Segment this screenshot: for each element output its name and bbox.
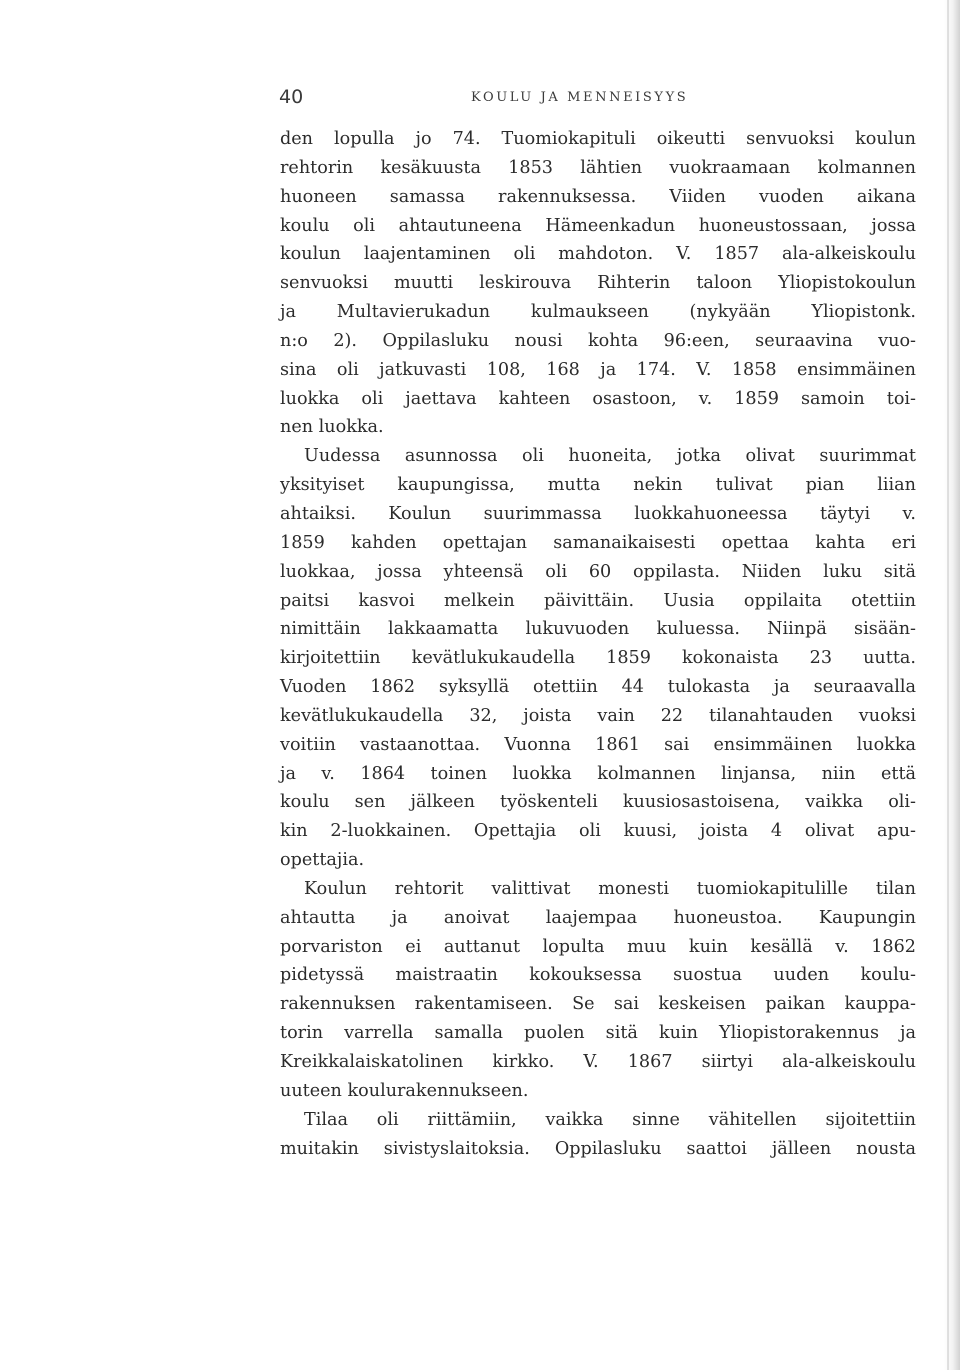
text-line: koulu sen jälkeen työskenteli kuusiosastoisena, vaikka oli- [280,792,916,813]
text-line: rakennuksen rakentamiseen. Se sai keskeisen paikan kauppa- [280,994,916,1015]
text-line: sina oli jatkuvasti 108, 168 ja 174. V. 1858 ensimmäinen [280,359,916,380]
text-line: rehtorin kesäkuusta 1853 lähtien vuokraamaan kolmannen [280,157,916,178]
text-line: kirjoitettiin kevätlukukaudella 1859 kokonaista 23 uutta. [280,648,916,669]
page-header [279,86,919,114]
text-line: Uudessa asunnossa oli huoneita, jotka olivat suurimmat [304,446,916,467]
text-line: senvuoksi muutti leskirouva Rihterin taloon Yliopistokoulun [280,273,916,294]
text-line: den lopulla jo 74. Tuomiokapituli oikeutti senvuoksi koulun [280,129,916,149]
text-line: ja v. 1864 toinen luokka kolmannen linjansa, niin että [280,763,916,784]
text-line: yksityiset kaupungissa, mutta nekin tulivat pian liian [280,475,916,496]
text-line: Tilaa oli riittämiin, vaikka sinne vähitellen sijoitettiin [304,1109,916,1130]
text-line: muitakin sivistyslaitoksia. Oppilasluku saattoi jälleen nousta [280,1138,916,1159]
text-line: koulu oli ahtautuneena Hämeenkadun huoneustossaan, jossa [280,215,916,236]
text-line: luokkaa, jossa yhteensä oli 60 oppilasta. Niiden luku sitä [280,561,916,582]
text-line: 1859 kahden opettajan samanaikaisesti opettaa kahta eri [280,532,916,553]
text-line: nen luokka. [280,417,384,438]
text-line: paitsi kasvoi melkein päivittäin. Uusia oppilaita otettiin [280,590,916,611]
text-line: nimittäin lakkaamatta lukuvuoden kuluessa. Niinpä sisään- [280,619,916,640]
text-line: voitiin vastaanottaa. Vuonna 1861 sai ensimmäinen luokka [280,734,916,755]
text-line: ja Multavierukadun kulmaukseen (nykyään Yliopistonk. [280,302,916,323]
text-line: koulun laajentaminen oli mahdoton. V. 1857 ala-alkeiskoulu [280,244,916,265]
text-line: Koulun rehtorit valittivat monesti tuomiokapitulille tilan [304,878,916,899]
page-edge-line [947,0,949,1370]
running-head: KOULU JA MENNEISYYS [471,90,689,105]
text-line: Vuoden 1862 syksyllä otettiin 44 tulokasta ja seuraavalla [280,677,916,698]
text-line: uuteen koulurakennukseen. [280,1080,529,1101]
text-line: huoneen samassa rakennuksessa. Viiden vuoden aikana [280,186,916,207]
text-line: porvariston ei auttanut lopulta muu kuin kesällä v. 1862 [280,936,916,957]
text-line: luokka oli jaettava kahteen osastoon, v. 1859 samoin toi- [280,388,916,409]
page-number: 40 [279,86,304,108]
text-line: torin varrella samalla puolen sitä kuin Yliopistorakennus ja [280,1023,916,1044]
text-line: opettajia. [280,850,365,871]
text-line: ahtautta ja anoivat laajempaa huoneustoa. Kaupungin [280,907,916,928]
text-line: n:o 2). Oppilasluku nousi kohta 96:een, seuraavina vuo- [280,330,916,351]
text-line: pidetyssä maistraatin kokouksessa suostua uuden koulu- [280,965,916,986]
text-line: Kreikkalaiskatolinen kirkko. V. 1867 siirtyi ala-alkeiskoulu [280,1052,916,1072]
text-line: ahtaiksi. Koulun suurimmassa luokkahuoneessa täytyi v. [280,503,916,524]
text-line: kin 2-luokkainen. Opettajia oli kuusi, joista 4 olivat apu- [280,821,916,842]
text-line: kevätlukukaudella 32, joista vain 22 tilanahtauden vuoksi [280,705,916,726]
body-text [280,125,916,1163]
